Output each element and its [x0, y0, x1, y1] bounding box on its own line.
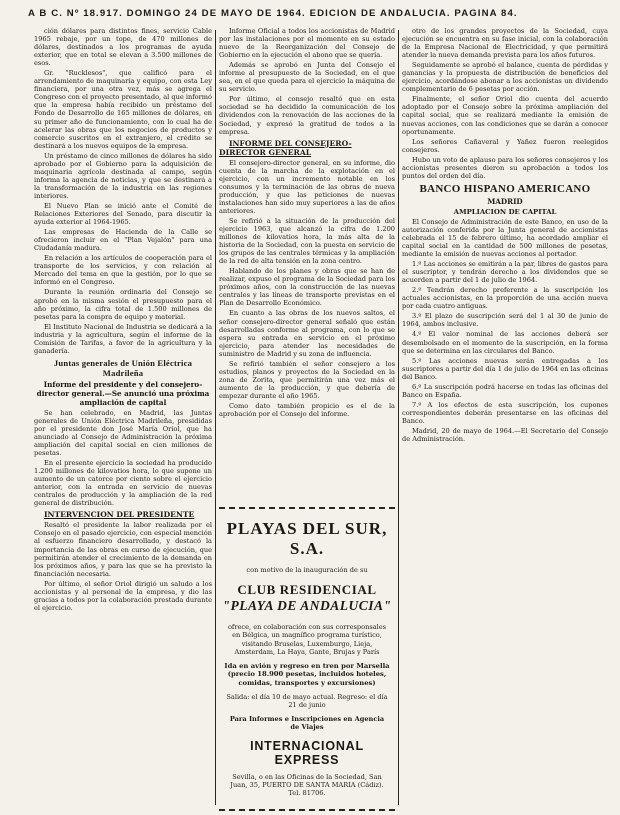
ad-dates: Salida: el día 10 de mayo actual. Regreso: el día 21 de junio — [226, 693, 388, 710]
paragraph: 2.º Tendrán derecho preferente a la suscripción los actuales accionistas, en la proporción de una acción nueva por cada cuatro antiguas. — [402, 286, 608, 311]
article-subheading: AMPLIACION DE CAPITAL — [453, 207, 557, 216]
section-caption: INTERVENCION DEL PRESIDENTE — [44, 510, 195, 520]
column-divider — [398, 30, 399, 805]
paragraph: Los señores Cañaveral y Yañez fueron reelegidos consejeros. — [402, 137, 608, 154]
paragraph: El consejero-director general, en su informe, dio cuenta de la marcha de la explotación en el ejercicio, con un incremento notable en los consumos y la terminación de las obras de nueva producción, y que las peticiones de nuevas instalaciones han sido muy superiores a las de años anteriores. — [219, 158, 395, 215]
advertisement — [219, 507, 395, 811]
column-right — [402, 27, 608, 807]
paragraph: Hablando de los planes y obras que se han de realizar, expuso el programa de la Sociedad para los próximos años, con la construcción de las nuevas centrales y las líneas de transporte previstas en el Plan de Desarrollo Económico. — [219, 267, 395, 308]
paragraph: 7.º A los efectos de esta suscripción, los cupones correspondientes deberán presentarse en las oficinas del Banco. — [402, 400, 608, 425]
column-middle — [219, 27, 395, 505]
paragraph: 5.º Las acciones nuevas serán entregadas a los suscriptores a partir del día 1 de julio de 1964 en las oficinas del Banco. — [402, 356, 608, 381]
paragraph: Como dato también propicio es el de la aprobación por el Consejo del informe. — [219, 401, 395, 419]
article-place: MADRID — [487, 196, 523, 206]
paragraph: Un préstamo de cinco millones de dólares ha sido aprobado por el Gobierno para la adquisición de maquinaria agrícola destinada al campo, según informa la agencia de noticias, y que se destinará a la transformación de la industria en las regiones interiores. — [34, 151, 212, 200]
article-heading: Juntas generales de Unión Eléctrica Madrileña — [53, 357, 193, 378]
paragraph: Seguidamente se aprobó el balance, cuenta de pérdidas y ganancias y la propuesta de distribución de beneficios del ejercicio, acordándose abonar a los accionistas un dividendo complementario de 6 pesetas por acción. — [402, 61, 608, 94]
signature-line: Madrid, 20 de mayo de 1964.—El Secretario del Consejo de Administración. — [402, 426, 608, 444]
paragraph: Hubo un voto de aplauso para los señores consejeros y los accionistas presentes dieron su aprobación a todos los puntos del orden del día. — [402, 155, 608, 180]
paragraph: En cuanto a las obras de los nuevos saltos, el señor consejero-director general señaló que están desarrolladas conforme al programa, con lo que se espera su entrada en servicio en el próximo ejercicio, para atender las necesidades de suministro de Madrid y su zona de influencia. — [219, 309, 395, 358]
ad-body: ofrece, en colaboración con sus corresponsales en Bélgica, un magnífico programa turístico, visitando Bruselas, Luxemburgo, Lieja, Amsterdam, La Haya, Gante, Brujas y París — [227, 623, 387, 656]
paragraph: Además se aprobó en Junta del Consejo el informe al presupuesto de la Sociedad, en el que sea, en el que queda para el ejercicio la máquina de su servicio. — [219, 61, 395, 94]
paragraph: En el presente ejercicio la sociedad ha producido 1.200 millones de kilovatios hora, lo que supone un aumento de un catorce por ciento sobre el ejercicio anterior, con la entrada en servicio de nuevas centrales de producción y la ampliación de la red general de distribución. — [34, 459, 212, 508]
paragraph: El Consejo de Administración de este Banco, en uso de la autorización conferida por la Junta general de accionistas celebrada el 15 de febrero último, ha acordado ampliar el capital social en la cantidad de 500 millones de pesetas, mediante la emisión de nuevas acciones al portador. — [402, 217, 608, 259]
article-subheading: Informe del presidente y del consejero-director general.—Se anunció una próxima ampliación de capital — [36, 379, 210, 407]
ad-brand: INTERNACIONAL EXPRESS — [250, 739, 364, 768]
ad-club-subtitle: "PLAYA DE ANDALUCIA" — [222, 598, 392, 614]
page-header: A B C. Nº 18.917. DOMINGO 24 DE MAYO DE 1964. EDICION DE ANDALUCIA. PAGINA 84. — [28, 8, 518, 19]
paragraph: ción dólares para distintos fines, servicio Cable 1965 rebaje, por un tope, de 470 millones de dólares, destinados a los programas de ayuda exterior, que en total se elevan a 3.500 millones de esos. — [34, 27, 212, 68]
paragraph: El Instituto Nacional de Industria se dedicará a la industria y la agricultura, según el informe de la Comisión de Tarifas, a favor de la agricultura y la ganadería. — [34, 322, 212, 355]
paragraph: 1.º Las acciones se emitirán a la par, libres de gastos para el suscriptor, y tendrán derecho a los dividendos que se acuerden a partir del 1 de julio de 1964. — [402, 260, 608, 285]
paragraph: Informe Oficial a todos los accionistas de Madrid por las instalaciones por el momento en su estado nuevo de la Reorganización del Consejo de Gobierno en la ejecución el abono que se quería. — [219, 27, 395, 60]
column-divider — [215, 30, 216, 805]
paragraph: Las empresas de Hacienda de la Calle se ofrecieron incluir en el "Plan Vejalón" para una Ciudadanía madura. — [34, 228, 212, 253]
paragraph: Se refirió a la situación de la producción del ejercicio 1963, que alcanzó la cifra de 1.200 millones de kilovatios hora, la más alta de la historia de la Sociedad, con la puesta en servicio de los grupos de las centrales térmicas y la ampliación de la red de alta tensión en la zona centro. — [219, 216, 395, 266]
ad-info: Para Informes e Inscripciones en Agencia de Viajes — [229, 714, 385, 731]
paragraph: 4.º El valor nominal de las acciones deberá ser desembolsado en el momento de la suscripción, en la forma que se determina en las circulares del Banco. — [402, 330, 608, 355]
ad-footer: Sevilla, o en las Oficinas de la Sociedad, San Juan, 35, PUERTO DE SANTA MARIA (Cádiz). Tel. 81706. — [230, 773, 384, 798]
paragraph: Resaltó el presidente la labor realizada por el Consejo en el pasado ejercicio, con especial mención al esfuerzo financiero desarrollado, y destacó la importancia de las obras en curso de ejecución, que permitirán atender el crecimiento de la demanda en los próximos años, y para las que se ha previsto la financiación necesaria. — [34, 521, 212, 578]
paragraph: Se han celebrado, en Madrid, las Juntas generales de Unión Eléctrica Madrileña, presididas por el presidente don José María Oriol, que ha anunciado al Consejo de Administración la próxima ampliación del capital social en cien millones de pesetas. — [34, 408, 212, 458]
section-caption: INFORME DEL CONSEJERO-DIRECTOR GENERAL — [219, 138, 352, 157]
paragraph: El Nuevo Plan se inició ante el Comité de Relaciones Exteriores del Senado, para discutir la ayuda exterior al 1964-1965. — [34, 201, 212, 227]
ad-details: Ida en avión y regreso en tren por Marsella (precio 18.900 pesetas, incluidos hoteles, comidas, transportes y excursiones) — [224, 662, 390, 687]
paragraph: otro de los grandes proyectos de la Sociedad, cuya ejecución se encuentra en su fase inicial, con la colaboración de la Empresa Nacional de Electricidad, y que permitirá atender la nueva demanda prevista para los años futuros. — [402, 27, 608, 60]
ad-club-name: CLUB RESIDENCIAL — [237, 582, 377, 598]
paragraph: Por último, el señor Oriol dirigió un saludo a los accionistas y al personal de la empresa, y dio las gracias a todos por la colaboración prestada durante el ejercicio. — [34, 579, 212, 612]
paragraph: En relación a los artículos de cooperación para el transporte de los servicios, y con relación al Mercado del tema en que la gestión, por lo que se informó en el Congreso. — [34, 254, 212, 287]
paragraph: Por último, el consejo resaltó que en esta sociedad se ha decidido la comunicación de los dividendos con la renovación de las acciones de la Sociedad, y expresó la gratitud de todos a la empresa. — [219, 95, 395, 136]
paragraph: Gr. "Rucklesos", que calificó para el arrendamiento de maquinaria y equipo, con esta Ley financiera, por una otra vez, más se agrega el Congreso con el proyecto presentado, al que informó que la empresa había recibido un préstamo del Fondo de Desarrollo de 165 millones de dólares, en su primer año de funcionamiento, con lo cual ha de acelerar las obras que los negocios de productos y comercio suscritos en el extranjero, el crédito se destinará a los nuevos equipos de la empresa. — [34, 69, 212, 150]
paragraph: 6.º La suscripción podrá hacerse en todas las oficinas del Banco en España. — [402, 382, 608, 399]
article-heading: BANCO HISPANO AMERICANO — [419, 182, 591, 195]
column-left — [34, 27, 212, 807]
paragraph: Se refirió también el señor consejero a los estudios, planos y proyectos de la Sociedad en la zona de Zorita, que permitirán una vez más el aumento de la producción, y que debería de empezar durante el año 1965. — [219, 359, 395, 400]
paragraph: Durante la reunión ordinaria del Consejo se aprobó en la misma sesión el presupuesto para el año próximo, la cifra total de 1.500 millones de pesetas para la compra de equipo y material. — [34, 288, 212, 321]
ad-line: con motivo de la inauguración de su — [246, 566, 368, 574]
paragraph: 3.º El plazo de suscripción será del 1 al 30 de junio de 1964, ambos inclusive. — [402, 312, 608, 329]
ad-title: PLAYAS DEL SUR, S.A. — [226, 519, 388, 558]
paragraph: Finalmente, el señor Oriol dio cuenta del acuerdo adoptado por el Consejo sobre la próxima ampliación del capital social, que se realizará mediante la emisión de nuevas acciones, con las condiciones que se darán a conocer oportunamente. — [402, 95, 608, 136]
